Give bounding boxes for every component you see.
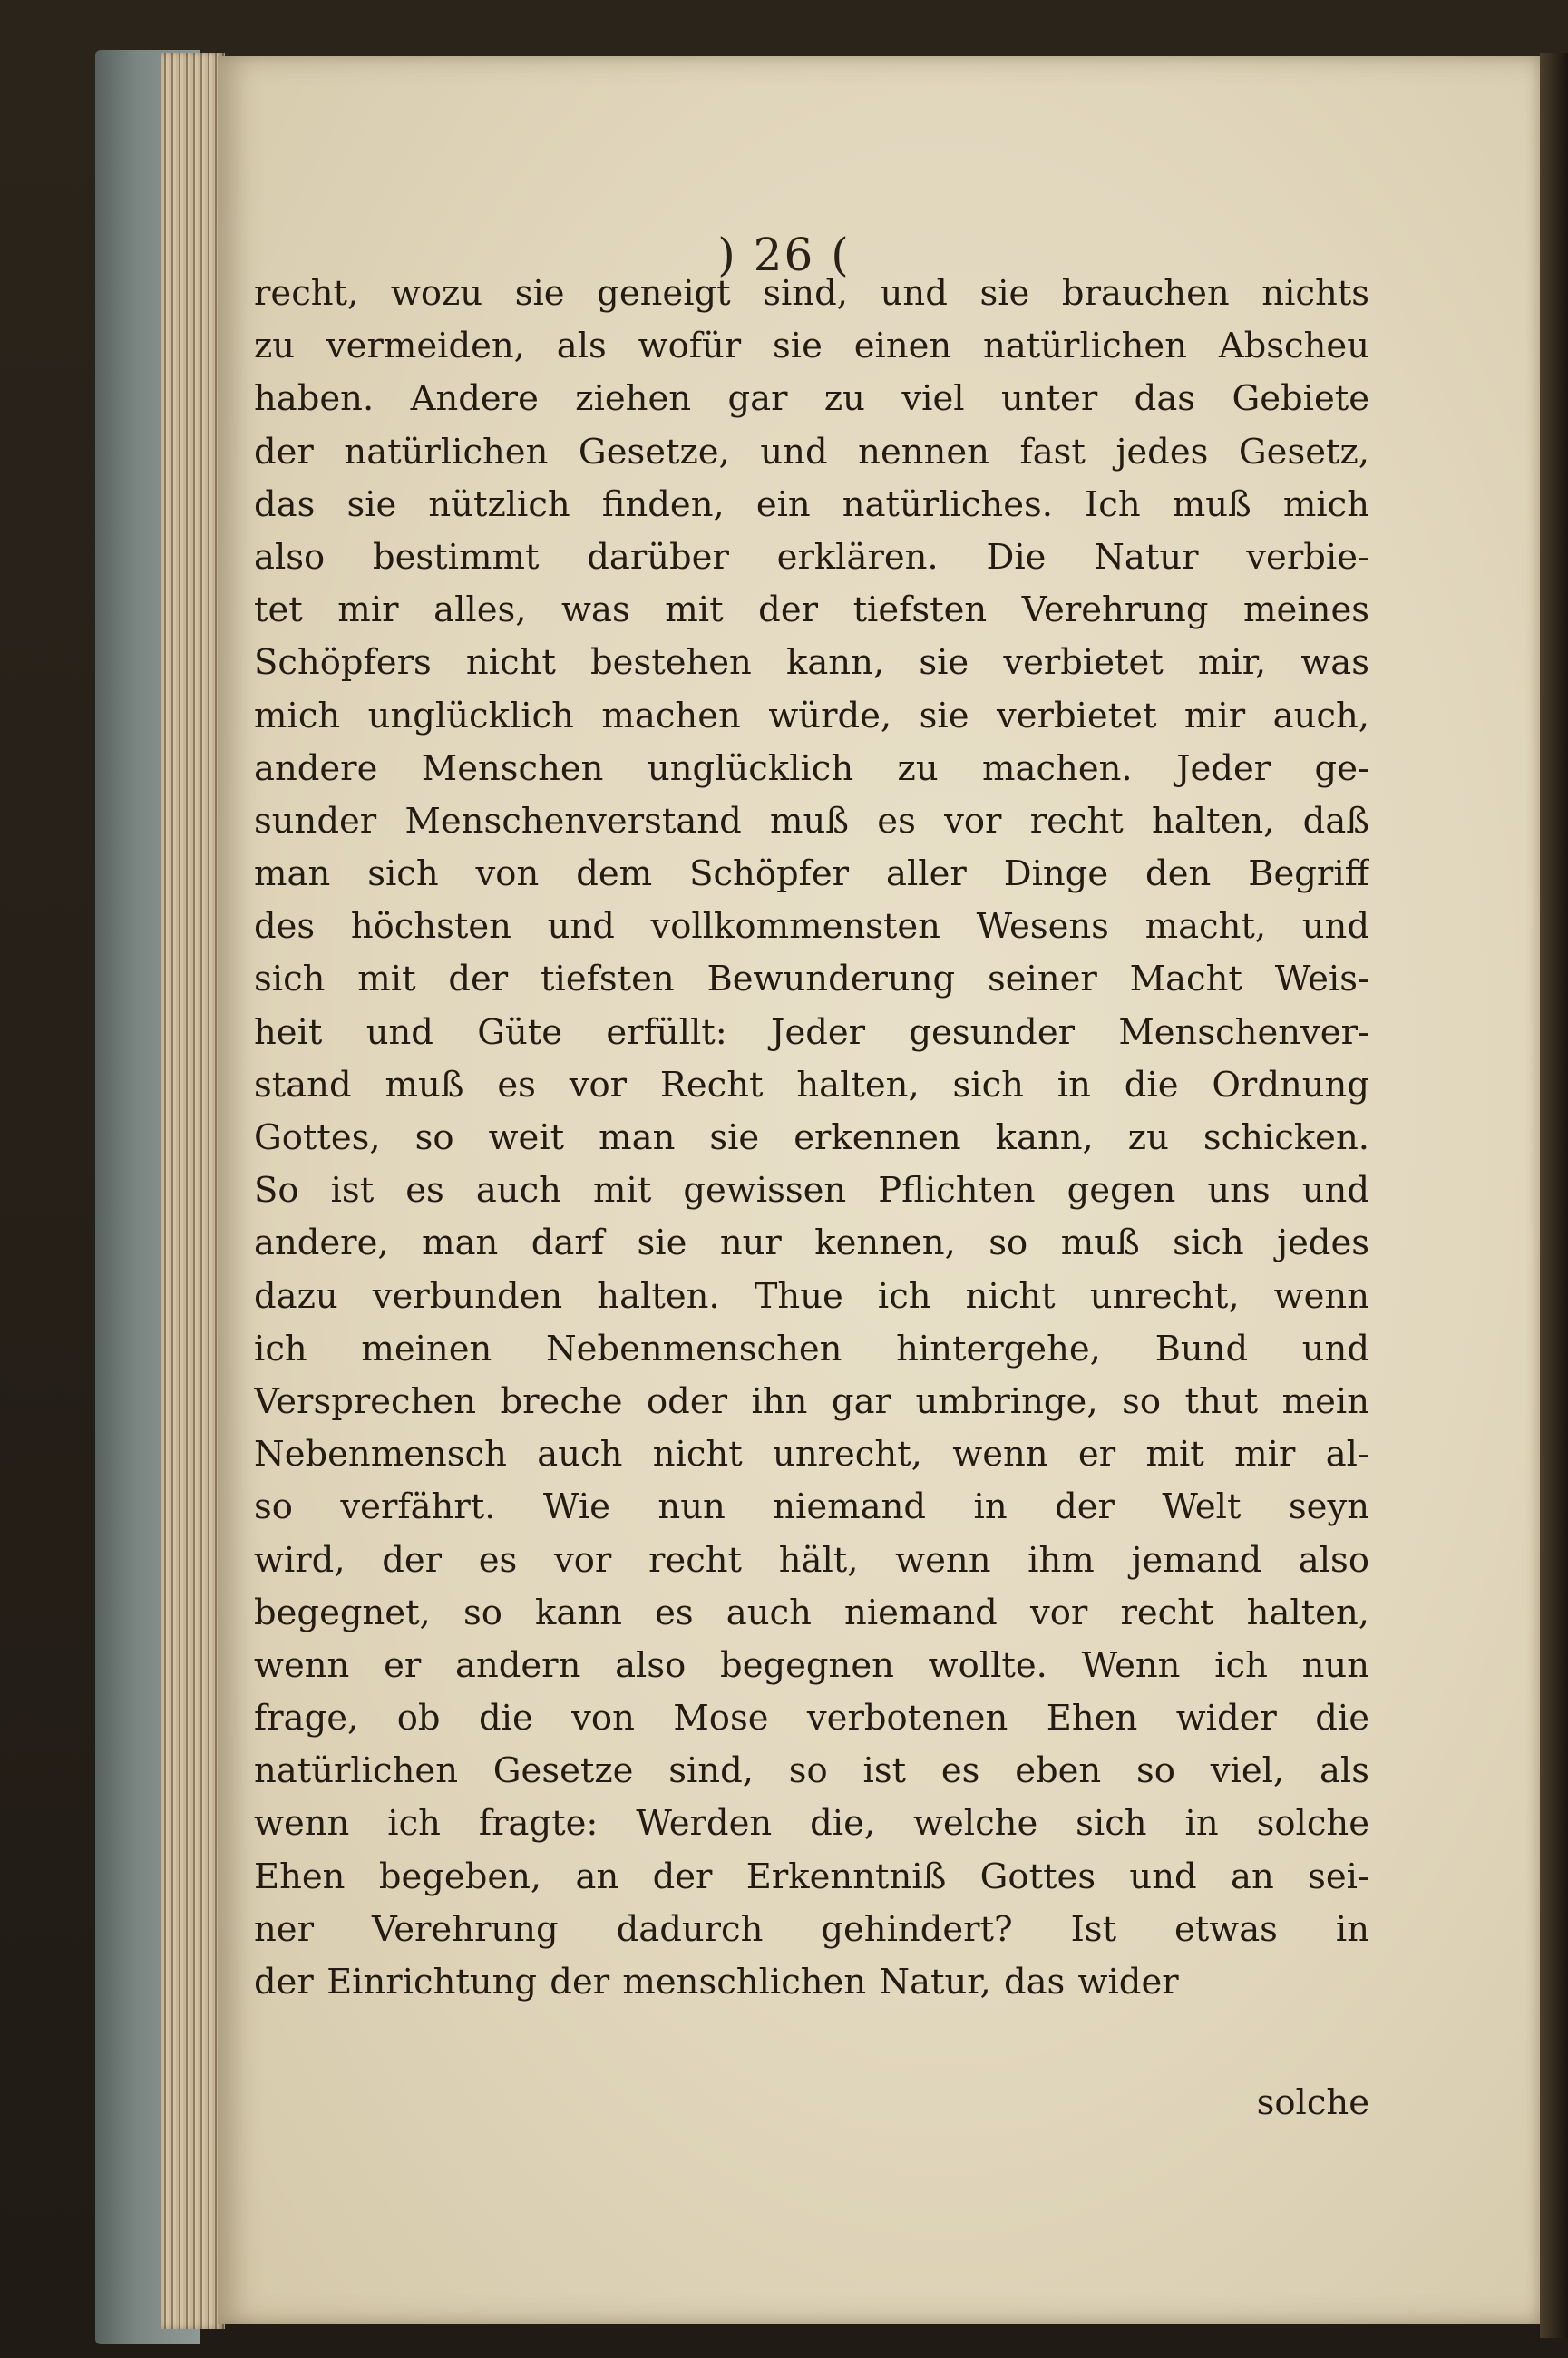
text-line: andere Menschen unglücklich zu machen. Jeder ge-	[254, 747, 1369, 789]
text-line: dazu verbunden halten. Thue ich nicht unrecht, wenn	[254, 1275, 1369, 1317]
page-edges	[161, 53, 225, 2329]
text-line: sunder Menschenverstand muß es vor recht halten, daß	[254, 800, 1369, 842]
text-line: so verfährt. Wie nun niemand in der Welt seyn	[254, 1486, 1369, 1528]
text-line: man sich von dem Schöpfer aller Dinge den Begriff	[254, 853, 1369, 895]
text-line: der natürlichen Gesetze, und nennen fast jedes Gesetz,	[254, 431, 1369, 473]
text-line: natürlichen Gesetze sind, so ist es eben so viel, als	[254, 1750, 1369, 1792]
text-line: ich meinen Nebenmenschen hintergehe, Bund und	[254, 1328, 1369, 1369]
text-line: heit und Güte erfüllt: Jeder gesunder Menschenver-	[254, 1011, 1369, 1053]
text-line: Nebenmensch auch nicht unrecht, wenn er mit mir al-	[254, 1434, 1369, 1476]
text-line: Gottes, so weit man sie erkennen kann, zu schicken.	[254, 1117, 1369, 1158]
text-line: frage, ob die von Mose verbotenen Ehen wider die	[254, 1698, 1369, 1739]
text-line: wenn er andern also begegnen wollte. Wenn ich nun	[254, 1644, 1369, 1686]
page-body-text	[254, 268, 1369, 2009]
text-line: begegnet, so kann es auch niemand vor recht halten,	[254, 1592, 1369, 1633]
catchword: solche	[1256, 2082, 1369, 2123]
text-line: Schöpfers nicht bestehen kann, sie verbietet mir, was	[254, 642, 1369, 684]
text-line: mich unglücklich machen würde, sie verbietet mir auch,	[254, 695, 1369, 736]
text-line: wenn ich fragte: Werden die, welche sich in solche	[254, 1803, 1369, 1845]
text-line: Versprechen breche oder ihn gar umbringe, so thut mein	[254, 1380, 1369, 1422]
text-line: haben. Andere ziehen gar zu viel unter das Gebiete	[254, 378, 1369, 420]
text-line: ner Verehrung dadurch gehindert? Ist etwas in	[254, 1908, 1369, 1950]
text-line: zu vermeiden, als wofür sie einen natürlichen Abscheu	[254, 326, 1369, 367]
binding-shadow	[1540, 53, 1568, 2338]
text-line: der Einrichtung der menschlichen Natur, das wider	[254, 1962, 1179, 2002]
text-line: das sie nützlich finden, ein natürliches. Ich muß mich	[254, 483, 1369, 525]
text-line: So ist es auch mit gewissen Pflichten gegen uns und	[254, 1170, 1369, 1212]
text-line: recht, wozu sie geneigt sind, und sie brauchen nichts	[254, 273, 1369, 314]
text-line: andere, man darf sie nur kennen, so muß sich jedes	[254, 1223, 1369, 1264]
text-line: tet mir alles, was mit der tiefsten Verehrung meines	[254, 590, 1369, 631]
page-number: ) 26 (	[717, 229, 851, 281]
text-line: wird, der es vor recht hält, wenn ihm jemand also	[254, 1539, 1369, 1581]
text-line: stand muß es vor Recht halten, sich in die Ordnung	[254, 1064, 1369, 1106]
text-line: Ehen begeben, an der Erkenntniß Gottes und an sei-	[254, 1856, 1369, 1897]
text-line: des höchsten und vollkommensten Wesens macht, und	[254, 906, 1369, 948]
text-line: also bestimmt darüber erklären. Die Natur verbie-	[254, 536, 1369, 578]
text-line: sich mit der tiefsten Bewunderung seiner Macht Weis-	[254, 959, 1369, 1000]
